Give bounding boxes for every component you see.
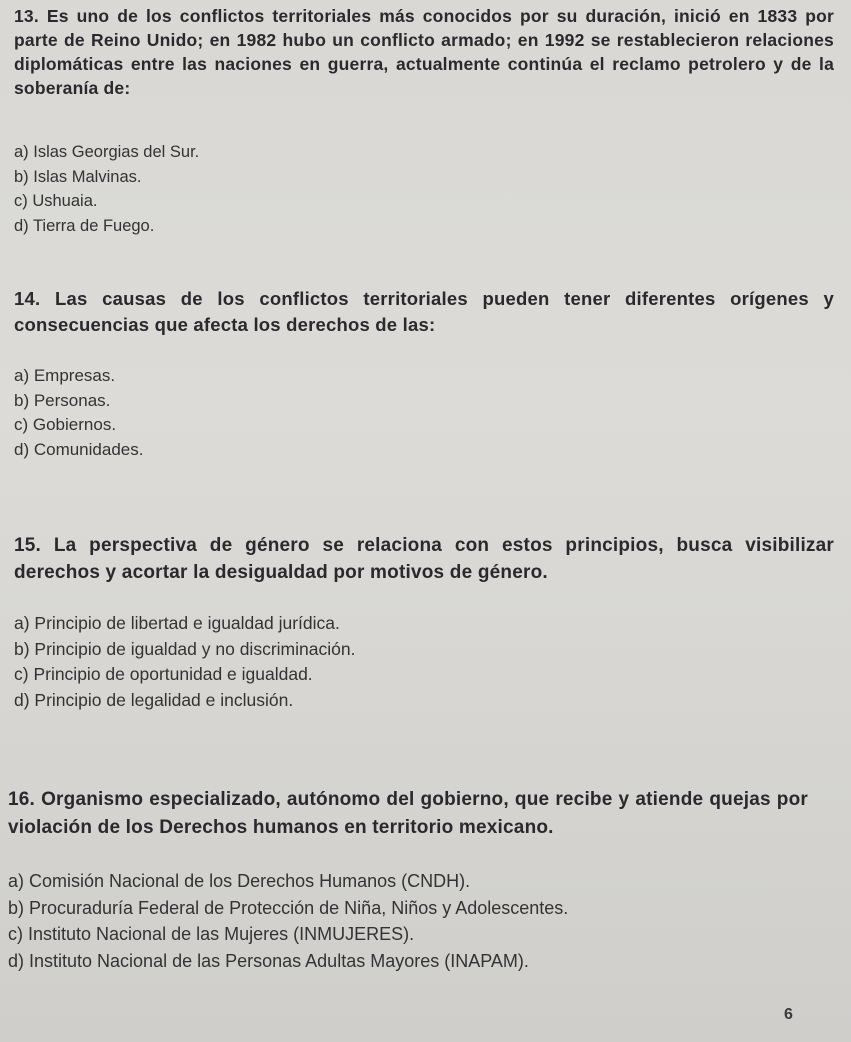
question-15-text xyxy=(14,532,834,586)
option-13-a[interactable]: a) Islas Georgias del Sur. xyxy=(14,143,200,161)
question-14-text xyxy=(14,286,834,338)
option-16-d[interactable]: d) Instituto Nacional de las Personas Adultas Mayores (INAPAM). xyxy=(8,950,529,971)
question-13-number: 13. xyxy=(14,6,39,26)
question-13-statement: Es uno de los conflictos territoriales más conocidos por su duración, inició en 1833 por parte de Reino Unido; en 1982 hubo un conflicto armado; en 1992 se restablecieron relaciones diplomáticas entre las naciones en guerra, actualmente continúa el reclamo petrolero y de la soberanía de: xyxy=(14,6,835,98)
option-16-c[interactable]: c) Instituto Nacional de las Mujeres (INMUJERES). xyxy=(8,924,415,944)
question-14-number: 14. xyxy=(14,288,41,309)
option-14-d[interactable]: d) Comunidades. xyxy=(14,439,144,459)
question-16-statement: Organismo especializado, autónomo del gobierno, que recibe y atiende quejas por violación de los Derechos humanos en territorio mexicano. xyxy=(8,789,808,838)
option-15-b[interactable]: b) Principio de igualdad y no discriminación. xyxy=(14,638,356,659)
question-13-options xyxy=(14,140,834,238)
option-14-c[interactable]: c) Gobiernos. xyxy=(14,415,117,434)
question-15 xyxy=(14,532,834,713)
option-14-a[interactable]: a) Empresas. xyxy=(14,366,116,385)
question-13-text xyxy=(14,4,834,100)
option-14-b[interactable]: b) Personas. xyxy=(14,390,111,410)
option-15-c[interactable]: c) Principio de oportunidad e igualdad. xyxy=(14,664,313,684)
question-14 xyxy=(14,286,834,462)
option-15-d[interactable]: d) Principio de legalidad e inclusión. xyxy=(14,689,294,710)
option-13-c[interactable]: c) Ushuaia. xyxy=(14,192,98,210)
question-16-text xyxy=(8,786,808,842)
question-16-number: 16. xyxy=(8,789,36,810)
question-15-statement: La perspectiva de género se relaciona con estos principios, busca visibilizar derechos y acortar la desigualdad por motivos de género. xyxy=(14,535,834,583)
option-16-b[interactable]: b) Procuraduría Federal de Protección de Niña, Niños y Adolescentes. xyxy=(8,897,569,918)
question-14-statement: Las causas de los conflictos territoriales pueden tener diferentes orígenes y consecuencias que afecta los derechos de las: xyxy=(14,288,834,335)
question-16 xyxy=(8,786,808,974)
option-15-a[interactable]: a) Principio de libertad e igualdad jurídica. xyxy=(14,613,340,633)
question-13 xyxy=(14,4,834,238)
question-14-options xyxy=(14,364,834,462)
option-13-b[interactable]: b) Islas Malvinas. xyxy=(14,167,142,186)
option-16-a[interactable]: a) Comisión Nacional de los Derechos Humanos (CNDH). xyxy=(8,871,471,891)
page-number: 6 xyxy=(784,1006,793,1023)
question-15-number: 15. xyxy=(14,535,42,556)
question-16-options xyxy=(8,868,808,974)
option-13-d[interactable]: d) Tierra de Fuego. xyxy=(14,216,155,235)
question-15-options xyxy=(14,611,834,713)
